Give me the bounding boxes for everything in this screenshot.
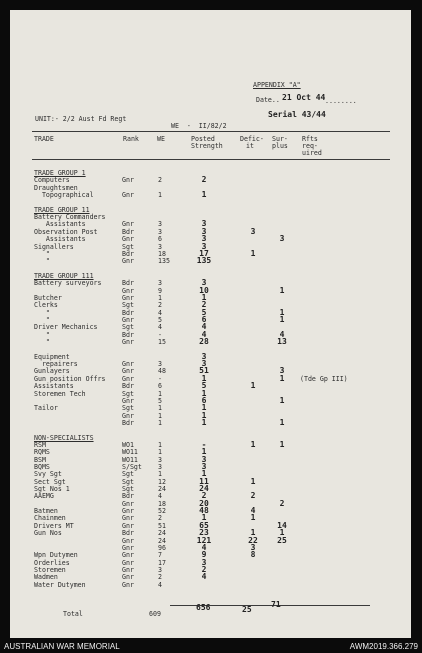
cell-surplus: 1 — [279, 307, 285, 317]
appendix-label: APPENDIX "A" — [253, 81, 301, 89]
cell-posted: 28 — [199, 337, 209, 347]
cell-deficit: 1 — [250, 476, 256, 486]
cell-trade: TRADE GROUP 11 — [34, 205, 90, 214]
cell-trade: Water Dutymen — [34, 580, 86, 589]
cell-trade: BSM — [34, 455, 46, 464]
cell-we: 2 — [158, 176, 162, 185]
cell-trade: " — [34, 249, 50, 258]
cell-deficit: 1 — [250, 248, 256, 258]
cell-rank: Gnr — [122, 514, 134, 523]
footer-source: AUSTRALIAN WAR MEMORIAL — [4, 642, 120, 651]
cell-posted: 10 — [199, 285, 209, 295]
cell-surplus: 25 — [277, 535, 287, 545]
cell-rank: Gnr — [122, 220, 134, 229]
cell-deficit: 4 — [250, 506, 256, 516]
cell-surplus: 3 — [279, 366, 285, 376]
cell-we: 4 — [158, 580, 162, 589]
cell-posted: 1 — [201, 469, 207, 479]
cell-posted: 3 — [201, 234, 207, 244]
cell-trade: " — [34, 308, 50, 317]
cell-rank: Bdr — [122, 492, 134, 501]
cell-we: 3 — [158, 279, 162, 288]
cell-posted: 5 — [201, 381, 207, 391]
cell-rank: Gnr — [122, 396, 134, 405]
cell-posted: 4 — [201, 322, 207, 332]
cell-rank: Gnr — [122, 507, 134, 516]
document-page — [10, 10, 411, 638]
cell-we: 1 — [158, 404, 162, 413]
cell-rank: Gnr — [122, 360, 134, 369]
cell-we: 5 — [158, 396, 162, 405]
cell-we: 52 — [158, 507, 166, 516]
cell-trade: Clerks — [34, 301, 58, 310]
col-we: WE — [157, 135, 165, 143]
header-rule-top — [32, 131, 390, 132]
cell-we: 1 — [158, 440, 162, 449]
archive-footer — [0, 639, 422, 653]
cell-rank: Gnr — [122, 293, 134, 302]
cell-we: 24 — [158, 529, 166, 538]
we-reference: WE - II/82/2 — [171, 122, 227, 130]
cell-deficit: 22 — [248, 535, 258, 545]
cell-posted: 23 — [199, 528, 209, 538]
cell-rank: Sgt — [122, 477, 134, 486]
unit-line: UNIT:- 2/2 Aust Fd Regt — [35, 115, 127, 123]
cell-posted: 2 — [201, 300, 207, 310]
cell-rank: Bdr — [122, 529, 134, 538]
col-surplus-1: Sur- — [272, 135, 288, 143]
cell-posted: 20 — [199, 498, 209, 508]
cell-posted: 5 — [201, 307, 207, 317]
cell-posted: 3 — [201, 241, 207, 251]
cell-trade: Computers — [34, 176, 70, 185]
cell-trade: Sect Sgt — [34, 477, 66, 486]
cell-trade: Signallers — [34, 242, 74, 251]
cell-posted: 3 — [201, 359, 207, 369]
cell-we: 1 — [158, 411, 162, 420]
cell-surplus: 3 — [279, 234, 285, 244]
cell-trade: " — [34, 338, 50, 347]
total-we: 609 — [149, 610, 161, 618]
cell-surplus: 2 — [279, 498, 285, 508]
cell-posted: 1 — [201, 447, 207, 457]
cell-we: 2 — [158, 514, 162, 523]
cell-posted: 1 — [201, 373, 207, 383]
cell-rank: Gnr — [122, 521, 134, 530]
cell-rank: Gnr — [122, 235, 134, 244]
cell-posted: 17 — [199, 248, 209, 258]
cell-rank: Gnr — [122, 558, 134, 567]
col-posted-1: Posted — [191, 135, 215, 143]
cell-rank: Gnr — [122, 499, 134, 508]
cell-posted: 3 — [201, 226, 207, 236]
cell-posted: 9 — [201, 550, 207, 560]
cell-posted: 1 — [201, 190, 207, 200]
cell-trade: Observation Post — [34, 227, 98, 236]
cell-we: 3 — [158, 463, 162, 471]
total-posted: 656 — [196, 603, 211, 612]
cell-rank: Gnr — [122, 257, 134, 266]
col-rank: Rank — [123, 135, 139, 143]
col-posted-2: Strength — [191, 142, 223, 150]
cell-we: 51 — [158, 521, 166, 530]
cell-posted: 6 — [201, 315, 207, 324]
cell-we: 3 — [158, 227, 162, 236]
cell-rank: Sgt — [122, 323, 134, 332]
cell-posted: 4 — [201, 542, 207, 552]
cell-surplus: 1 — [279, 395, 285, 405]
cell-we: 3 — [158, 220, 162, 229]
cell-posted: - — [201, 439, 207, 449]
cell-trade: Gunlayers — [34, 367, 70, 376]
cell-deficit: 3 — [250, 226, 256, 236]
cell-trade: " — [34, 316, 50, 324]
cell-trade: BQMS — [34, 463, 50, 471]
cell-posted: 1 — [201, 417, 207, 427]
cell-deficit: 1 — [250, 439, 256, 449]
cell-rank: Sgt — [122, 389, 134, 398]
cell-we: 2 — [158, 573, 162, 582]
date-label: Date.. — [256, 96, 280, 104]
cell-we: 24 — [158, 485, 166, 494]
cell-surplus: 1 — [279, 439, 285, 449]
cell-rank: Gnr — [122, 176, 134, 185]
cell-rank: Gnr — [122, 338, 134, 347]
cell-rank: Bdr — [122, 308, 134, 317]
cell-posted: 6 — [201, 395, 207, 405]
cell-we: 96 — [158, 543, 166, 552]
cell-note: (Tde Gp III) — [300, 374, 348, 383]
cell-surplus: 1 — [279, 373, 285, 383]
cell-we: 4 — [158, 492, 162, 501]
cell-trade: AAEMG — [34, 492, 54, 501]
cell-we: 2 — [158, 301, 162, 310]
cell-posted: 2 — [201, 175, 207, 185]
cell-deficit: 1 — [250, 381, 256, 391]
cell-posted: 2 — [201, 564, 207, 574]
col-surplus-2: plus — [272, 142, 288, 150]
cell-trade: Assistants — [34, 382, 74, 391]
cell-trade: TRADE GROUP 1 — [34, 169, 86, 177]
cell-we: 1 — [158, 293, 162, 302]
cell-trade: Battery Commanders — [34, 213, 106, 222]
cell-we: - — [158, 330, 162, 339]
cell-rank: Gnr — [122, 286, 134, 295]
cell-rank: Gnr — [122, 573, 134, 582]
footer-catalogue-id: AWM2019.366.279 — [349, 642, 418, 651]
cell-we: 1 — [158, 191, 162, 200]
cell-rank: Gnr — [122, 191, 134, 200]
cell-surplus: 14 — [277, 520, 287, 530]
cell-trade: Storemen — [34, 565, 66, 574]
cell-posted: 135 — [196, 256, 212, 266]
cell-trade: " — [34, 330, 50, 339]
cell-rank: Bdr — [122, 279, 134, 288]
cell-posted: 3 — [201, 454, 207, 464]
cell-trade: Battery surveyors — [34, 279, 102, 288]
cell-rank: Sgt — [122, 470, 134, 479]
total-label: Total — [63, 610, 83, 618]
cell-we: 4 — [158, 323, 162, 332]
cell-deficit: 3 — [250, 542, 256, 552]
cell-we: 48 — [158, 367, 166, 376]
cell-rank: Bdr — [122, 418, 134, 427]
cell-surplus: 1 — [279, 528, 285, 538]
cell-deficit: 2 — [250, 491, 256, 501]
cell-posted: 1 — [201, 292, 207, 302]
cell-trade: Chainmen — [34, 514, 66, 523]
cell-posted: 3 — [201, 219, 207, 229]
cell-we: 9 — [158, 286, 162, 295]
cell-rank: Bdr — [122, 382, 134, 391]
cell-posted: 1 — [201, 410, 207, 420]
cell-we: 17 — [158, 558, 166, 567]
cell-surplus: 4 — [279, 329, 285, 339]
col-deficit-1: Defic- — [240, 135, 264, 143]
cell-deficit: 1 — [250, 528, 256, 538]
cell-rank: Sgt — [122, 301, 134, 310]
cell-trade: repairers — [34, 360, 78, 369]
total-surplus: 71 — [271, 600, 281, 609]
cell-we: 15 — [158, 338, 166, 347]
cell-posted: 4 — [201, 572, 207, 582]
serial-number: Serial 43/44 — [268, 110, 326, 119]
cell-posted: 48 — [199, 506, 209, 516]
total-deficit: 25 — [242, 605, 252, 614]
cell-rank: Sgt — [122, 485, 134, 494]
cell-we: 18 — [158, 249, 166, 258]
cell-we: 3 — [158, 360, 162, 369]
cell-trade: Batmen — [34, 507, 58, 516]
cell-rank: Gnr — [122, 536, 134, 545]
cell-surplus: 1 — [279, 285, 285, 295]
cell-rank: Sgt — [122, 242, 134, 251]
cell-trade: Storemen Tech — [34, 389, 86, 398]
cell-we: 3 — [158, 565, 162, 574]
cell-posted: 3 — [201, 278, 207, 288]
cell-trade: Sgt Nos 1 — [34, 485, 70, 494]
cell-rank: WO11 — [122, 448, 138, 457]
cell-trade: Driver Mechanics — [34, 323, 98, 332]
cell-trade: Drivers MT — [34, 521, 74, 530]
cell-rank: WO11 — [122, 455, 138, 464]
cell-rank: Gnr — [122, 580, 134, 589]
cell-posted: 4 — [201, 329, 207, 339]
cell-rank: Gnr — [122, 316, 134, 324]
cell-trade: TRADE GROUP 111 — [34, 271, 94, 280]
cell-rank: Bdr — [122, 249, 134, 258]
cell-we: 135 — [158, 257, 170, 266]
cell-rank: Gnr — [122, 367, 134, 376]
cell-trade: NON-SPECIALISTS — [34, 433, 94, 442]
date-dots: ........ — [325, 97, 357, 105]
cell-we: 6 — [158, 382, 162, 391]
cell-surplus: 1 — [279, 315, 285, 324]
cell-deficit: 8 — [250, 550, 256, 560]
cell-trade: RSM — [34, 440, 46, 449]
cell-trade: Draughtsmen — [34, 183, 78, 192]
col-deficit-2: it — [246, 142, 254, 150]
cell-trade: Equipment — [34, 352, 70, 361]
cell-posted: 3 — [201, 351, 207, 361]
col-rfts-1: Rfts — [302, 135, 318, 143]
col-rfts-3: uired — [302, 149, 322, 157]
cell-we: 3 — [158, 455, 162, 464]
cell-we: 12 — [158, 477, 166, 486]
cell-trade: Assistants — [34, 235, 86, 244]
cell-trade: Wadmen — [34, 573, 58, 582]
cell-posted: 24 — [199, 484, 209, 494]
cell-posted: 2 — [201, 491, 207, 501]
cell-posted: 1 — [201, 403, 207, 413]
cell-posted: 51 — [199, 366, 209, 376]
cell-rank: Gnr — [122, 565, 134, 574]
cell-we: 1 — [158, 448, 162, 457]
header-rule-bottom — [32, 159, 390, 160]
cell-posted: 3 — [201, 557, 207, 567]
cell-trade: Orderlies — [34, 558, 70, 567]
cell-we: - — [158, 374, 162, 383]
cell-we: 5 — [158, 316, 162, 324]
cell-trade: " — [34, 257, 50, 266]
cell-we: 1 — [158, 470, 162, 479]
cell-rank: Gnr — [122, 374, 134, 383]
cell-posted: 3 — [201, 462, 207, 471]
cell-we: 4 — [158, 308, 162, 317]
cell-rank: Gnr — [122, 411, 134, 420]
cell-trade: Gun Nos — [34, 529, 62, 538]
cell-we: 7 — [158, 551, 162, 560]
cell-posted: 1 — [201, 388, 207, 398]
cell-trade: Tailor — [34, 404, 58, 413]
cell-posted: 1 — [201, 513, 207, 523]
cell-posted: 121 — [196, 535, 212, 545]
cell-we: 24 — [158, 536, 166, 545]
cell-trade: RQMS — [34, 448, 50, 457]
cell-we: 1 — [158, 389, 162, 398]
col-rfts-2: req- — [302, 142, 318, 150]
cell-rank: Gnr — [122, 543, 134, 552]
col-trade: TRADE — [34, 135, 54, 143]
cell-rank: Sgt — [122, 404, 134, 413]
cell-trade: Topographical — [34, 191, 94, 200]
cell-we: 6 — [158, 235, 162, 244]
cell-rank: Gnr — [122, 551, 134, 560]
cell-trade: Gun position Offrs — [34, 374, 106, 383]
cell-we: 3 — [158, 242, 162, 251]
cell-we: 18 — [158, 499, 166, 508]
cell-rank: WO1 — [122, 440, 134, 449]
cell-posted: 11 — [199, 476, 209, 486]
cell-trade: Butcher — [34, 293, 62, 302]
cell-deficit: 1 — [250, 513, 256, 523]
cell-trade: Assistants — [34, 220, 86, 229]
cell-surplus: 1 — [279, 417, 285, 427]
date-value: 21 Oct 44 — [282, 93, 326, 102]
cell-trade: Svy Sgt — [34, 470, 62, 479]
cell-trade: Wpn Dutymen — [34, 551, 78, 560]
cell-we: 1 — [158, 418, 162, 427]
cell-posted: 65 — [199, 520, 209, 530]
cell-rank: S/Sgt — [122, 463, 142, 471]
cell-rank: Bdr — [122, 330, 134, 339]
cell-rank: Bdr — [122, 227, 134, 236]
cell-surplus: 13 — [277, 337, 287, 347]
